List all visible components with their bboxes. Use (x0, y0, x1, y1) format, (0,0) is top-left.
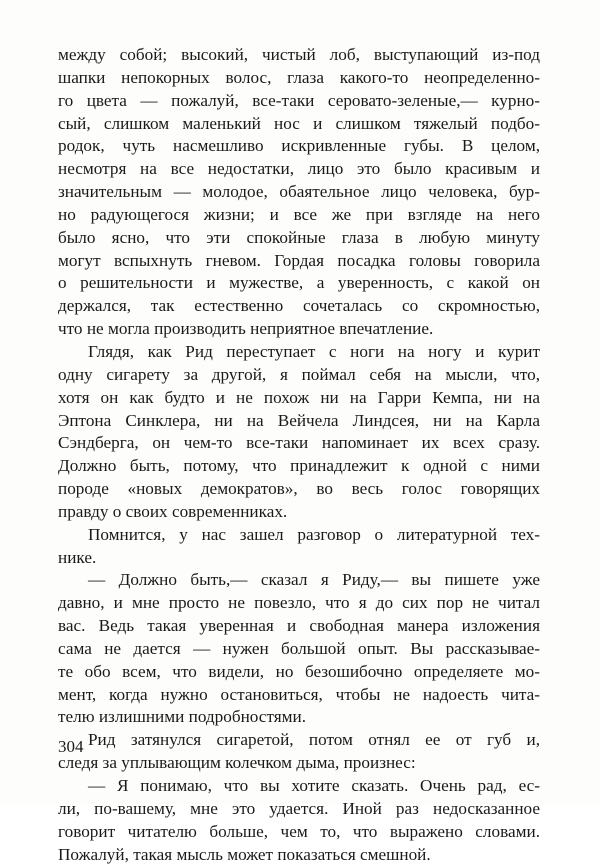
text-line: — Должно быть,— сказал я Риду,— вы пишете уже (88, 570, 540, 590)
page-number: 304 (58, 737, 84, 756)
text-line: о решительности и мужестве, а уверенность, с какой он (58, 273, 540, 293)
text-line: было ясно, что эти спокойные глаза в любую минуту (58, 227, 540, 247)
text-line: го цвета — пожалуй, все-таки серовато-зеленые,— курно- (58, 90, 540, 110)
body-text (58, 44, 540, 866)
text-line: но радующегося жизни; и все же при взгляде на него (58, 204, 540, 224)
text-line: несмотря на все недостатки, лицо это было красивым и (58, 159, 540, 179)
text-line: родок, чуть насмешливо искривленные губы. В целом, (58, 136, 540, 156)
text-line: Должно быть, потому, что принадлежит к одной с ними (58, 456, 540, 476)
text-line: Сэндберга, он чем-то все-таки напоминает их всех сразу. (58, 433, 540, 453)
text-line: те обо всем, что видели, но безошибочно определяете мо- (58, 661, 540, 681)
text-line: между собой; высокий, чистый лоб, выступающий из-под (58, 45, 540, 64)
text-line: давно, и мне просто не повезло, что я до сих пор не читал (58, 593, 540, 613)
text-line: вас. Ведь такая уверенная и свободная манера изложения (58, 616, 540, 636)
text-line: породе «новых демократов», во весь голос говорящих (58, 479, 540, 499)
text-line: Пожалуй, такая мысль может показаться смешной. (58, 844, 431, 864)
text-line: хотя он как будто и не похож ни на Гарри Кемпа, ни на (58, 387, 540, 407)
text-line: могут вспыхнуть гневом. Гордая посадка головы говорила (58, 250, 540, 270)
text-line: сый, слишком маленький нос и слишком тяжелый подбо- (58, 113, 540, 133)
text-line: шапки непокорных волос, глаза какого-то неопределенно- (58, 67, 540, 87)
text-line: Глядя, как Рид переступает с ноги на ногу и курит (88, 341, 540, 361)
text-line: Рид затянулся сигаретой, потом отнял ее от губ и, (88, 730, 540, 750)
text-line: Помнится, у нас зашел разговор о литературной тех- (88, 524, 540, 544)
text-line: нике. (58, 547, 97, 567)
text-line: одну сигарету за другой, я поймал себя на мысли, что, (58, 364, 540, 384)
text-line: значительным — молодое, обаятельное лицо человека, бур- (58, 182, 540, 202)
text-line: держался, так естественно сочеталась со скромностью, (58, 296, 540, 316)
text-line: следя за уплывающим колечком дыма, произнес: (58, 753, 416, 773)
text-line: сама не дается — нужен большой опыт. Вы рассказывае- (58, 638, 540, 658)
text-line: Эптона Синклера, ни на Вейчела Линдсея, ни на Карла (58, 410, 540, 430)
text-line: говорит читателю больше, чем то, что выражено словами. (58, 821, 540, 841)
text-line: мент, когда нужно остановиться, чтобы не надоесть чита- (58, 684, 540, 704)
text-line: что не могла производить неприятное впечатление. (58, 319, 434, 339)
text-line: — Я понимаю, что вы хотите сказать. Очень рад, ес- (88, 776, 540, 795)
text-line: телю излишними подробностями. (58, 707, 307, 727)
text-line: правду о своих современниках. (58, 501, 288, 521)
text-line: ли, по-вашему, мне это удается. Иной раз недосказанное (58, 798, 540, 818)
